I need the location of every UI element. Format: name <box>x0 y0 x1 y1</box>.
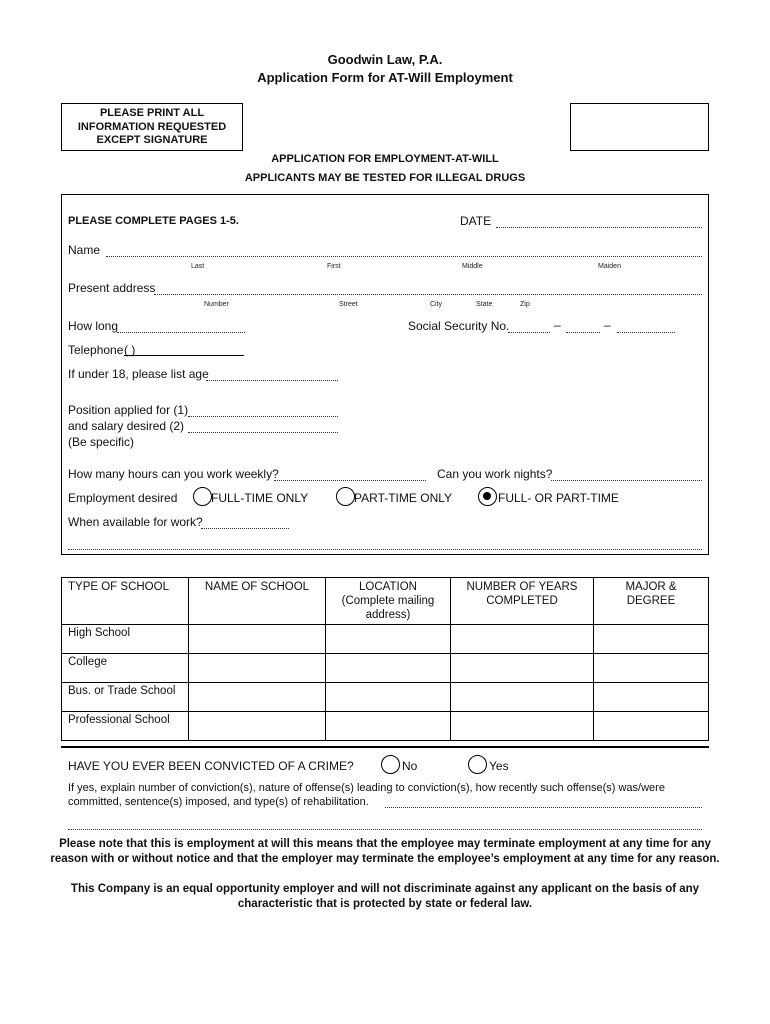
header-location-line-1: LOCATION <box>359 581 417 593</box>
crime-yes-radio[interactable] <box>468 755 487 774</box>
ssn-field-2[interactable] <box>566 332 600 333</box>
ssn-dash-1: – <box>554 318 561 332</box>
major-cell[interactable] <box>594 625 709 654</box>
header-type-of-school: TYPE OF SCHOOL <box>62 578 189 625</box>
print-note-line-2: INFORMATION REQUESTED <box>77 120 227 133</box>
telephone-label: Telephone <box>68 343 124 357</box>
years-cell[interactable] <box>451 625 594 654</box>
crime-no-radio[interactable] <box>381 755 400 774</box>
table-row <box>62 654 709 683</box>
years-cell[interactable] <box>451 654 594 683</box>
address-sub-zip: Zip <box>520 301 530 308</box>
table-row <box>62 683 709 712</box>
hours-field[interactable] <box>274 480 426 481</box>
eeo-notice <box>40 882 730 912</box>
eeo-notice-line-1: This Company is an equal opportunity employer and will not discriminate against any applicant on the basis of any <box>70 883 700 895</box>
crime-explain-line-2: committed, sentence(s) imposed, and type(s) of rehabilitation. <box>68 796 369 808</box>
address-label: Present address <box>68 281 156 295</box>
print-note-box <box>61 103 243 151</box>
name-sub-maiden: Maiden <box>598 263 621 270</box>
print-note-line-3: EXCEPT SIGNATURE <box>96 134 208 146</box>
eeo-notice-line-2: characteristic that is protected by state or federal law. <box>237 898 533 910</box>
header-location-line-3: address) <box>365 609 411 621</box>
location-cell[interactable] <box>326 654 451 683</box>
row-label-trade-school: Bus. or Trade School <box>62 683 189 712</box>
telephone-area-code[interactable]: ( ) <box>124 343 136 357</box>
ssn-field-3[interactable] <box>617 332 675 333</box>
address-field[interactable] <box>154 294 702 295</box>
school-name-cell[interactable] <box>189 625 326 654</box>
available-extra-field[interactable] <box>68 549 702 550</box>
full-time-label: FULL-TIME ONLY <box>211 491 309 505</box>
crime-divider <box>61 746 709 748</box>
header-major-line-2: DEGREE <box>626 595 676 607</box>
at-will-notice <box>40 837 730 867</box>
crime-question: HAVE YOU EVER BEEN CONVICTED OF A CRIME? <box>68 759 354 773</box>
photo-box[interactable] <box>570 103 709 151</box>
hours-label: How many hours can you work weekly? <box>68 467 279 481</box>
crime-yes-label: Yes <box>489 759 509 773</box>
header-major <box>594 578 709 625</box>
ssn-dash-2: – <box>604 318 611 332</box>
position-field-2[interactable] <box>188 432 338 433</box>
crime-explain-field-2[interactable] <box>68 829 702 830</box>
header-years-line-2: COMPLETED <box>486 595 558 607</box>
name-field[interactable] <box>106 256 702 257</box>
subtitle-drug-test: APPLICANTS MAY BE TESTED FOR ILLEGAL DRUGS <box>244 172 526 184</box>
address-sub-street: Street <box>339 301 358 308</box>
address-sub-state: State <box>476 301 493 308</box>
age-label: If under 18, please list age <box>68 367 209 381</box>
name-sub-last: Last <box>191 263 205 270</box>
header-name-of-school: NAME OF SCHOOL <box>189 578 326 625</box>
crime-explain-line-1: If yes, explain number of conviction(s), nature of offense(s) leading to conviction(s), how recently such offense(s) was/were <box>68 782 665 794</box>
name-sub-first: First <box>327 263 341 270</box>
company-name: Goodwin Law, P.A. <box>327 52 443 67</box>
crime-no-label: No <box>402 759 418 773</box>
table-row <box>62 712 709 741</box>
crime-explain-field[interactable] <box>385 807 702 808</box>
row-label-professional-school: Professional School <box>62 712 189 741</box>
school-name-cell[interactable] <box>189 712 326 741</box>
row-label-high-school: High School <box>62 625 189 654</box>
ssn-label: Social Security No. <box>408 319 510 333</box>
ssn-field-1[interactable] <box>508 332 550 333</box>
school-name-cell[interactable] <box>189 683 326 712</box>
nights-label: Can you work nights? <box>437 467 553 481</box>
complete-pages-note: PLEASE COMPLETE PAGES 1-5. <box>68 215 239 227</box>
name-label: Name <box>68 243 101 257</box>
full-time-radio[interactable] <box>193 487 212 506</box>
major-cell[interactable] <box>594 654 709 683</box>
form-title: Application Form for AT-Will Employment <box>257 70 513 85</box>
subtitle-at-will: APPLICATION FOR EMPLOYMENT-AT-WILL <box>271 153 499 165</box>
header-location <box>326 578 451 625</box>
position-label-2: and salary desired (2) <box>68 419 185 433</box>
years-cell[interactable] <box>451 683 594 712</box>
position-field-1[interactable] <box>188 416 338 417</box>
education-table <box>61 577 709 741</box>
address-sub-city: City <box>430 301 443 308</box>
major-cell[interactable] <box>594 683 709 712</box>
print-note-line-1: PLEASE PRINT ALL <box>99 107 205 119</box>
position-label-1: Position applied for (1) <box>68 403 189 417</box>
how-long-label: How long <box>68 319 119 333</box>
location-cell[interactable] <box>326 683 451 712</box>
name-sub-middle: Middle <box>462 263 483 270</box>
date-label: DATE <box>460 214 492 228</box>
major-cell[interactable] <box>594 712 709 741</box>
address-sub-number: Number <box>204 301 229 308</box>
table-row <box>62 625 709 654</box>
full-or-part-time-radio[interactable] <box>478 487 497 506</box>
years-cell[interactable] <box>451 712 594 741</box>
employment-desired-label: Employment desired <box>68 491 178 505</box>
row-label-college: College <box>62 654 189 683</box>
header-major-line-1: MAJOR & <box>625 581 677 593</box>
how-long-field[interactable] <box>117 332 245 333</box>
telephone-field[interactable] <box>124 355 244 356</box>
header-location-line-2: (Complete mailing <box>341 595 435 607</box>
part-time-radio[interactable] <box>336 487 355 506</box>
location-cell[interactable] <box>326 625 451 654</box>
location-cell[interactable] <box>326 712 451 741</box>
age-field[interactable] <box>206 380 338 381</box>
part-time-label: PART-TIME ONLY <box>354 491 453 505</box>
nights-field[interactable] <box>551 480 702 481</box>
position-label-3: (Be specific) <box>68 435 135 449</box>
header-years-line-1: NUMBER OF YEARS <box>466 581 578 593</box>
school-name-cell[interactable] <box>189 654 326 683</box>
at-will-notice-line-2: reason with or without notice and that the employer may terminate the employee’s employment at any time for any reason. <box>50 853 720 865</box>
date-field[interactable] <box>496 227 702 228</box>
header-years <box>451 578 594 625</box>
at-will-notice-line-1: Please note that this is employment at will this means that the employee may terminate employment at any time for any <box>59 838 711 850</box>
available-field[interactable] <box>201 528 289 529</box>
full-or-part-time-label: FULL- OR PART-TIME <box>498 491 619 505</box>
available-label: When available for work? <box>68 515 203 529</box>
